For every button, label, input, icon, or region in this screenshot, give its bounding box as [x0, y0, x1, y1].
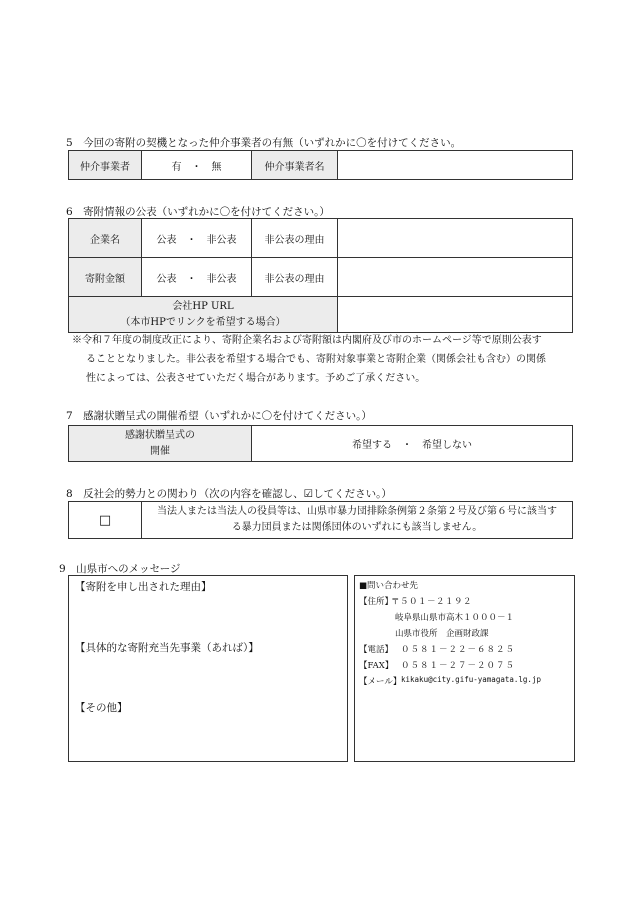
company-url-field[interactable]: [338, 297, 573, 333]
message-box[interactable]: [68, 575, 348, 762]
company-name-options[interactable]: 公表 ・ 非公表: [142, 219, 252, 258]
disclosure-row: [69, 219, 573, 258]
contact-box: [354, 575, 575, 762]
donation-amount-options[interactable]: 公表 ・ 非公表: [142, 258, 252, 297]
donation-amount-reason-label: 非公表の理由: [252, 258, 338, 297]
antisocial-statement-line1: 当法人または当法人の役員等は、山県市暴力団排除条例第２条第２号及び第６号に該当す: [157, 506, 557, 517]
mail-address[interactable]: kikaku@city.gifu-yamagata.lg.jp: [401, 675, 541, 684]
reason-heading: 【寄附を申し出された理由】: [75, 581, 212, 593]
intermediary-label: 仲介事業者: [69, 151, 142, 180]
antisocial-checkbox[interactable]: □: [69, 502, 142, 539]
disclosure-note-line3: 性によっては、公表させていただく場合があります。予めご了承ください。: [86, 373, 426, 384]
section6-title: 6 寄附情報の公表（いずれかに〇を付けてください。）: [66, 206, 330, 218]
disclosure-note-line2: ることとなりました。非公表を希望する場合でも、寄附対象事業と寄附企業（関係会社も含む）の関係: [86, 354, 546, 365]
fax-number: ０５８１－２７－２０７５: [401, 661, 516, 671]
intermediary-name-label: 仲介事業者名: [252, 151, 338, 180]
phone-number: ０５８１－２２－６８２５: [401, 645, 516, 655]
disclosure-row: [69, 258, 573, 297]
antisocial-statement: [142, 502, 573, 539]
company-url-label: [69, 297, 338, 333]
address-line1: 岐阜県山県市高木１０００－１: [395, 613, 515, 623]
disclosure-note: [72, 331, 546, 388]
postal-code: 〒５０１－２１９２: [391, 597, 473, 607]
antisocial-table: [68, 501, 573, 539]
mail-label: 【メール】: [359, 677, 402, 687]
contact-title: ■問い合わせ先: [359, 581, 419, 591]
section5-title: 5 今回の寄附の契機となった仲介事業者の有無（いずれかに〇を付けてください。: [66, 137, 462, 149]
address-label: 【住所】: [359, 597, 394, 607]
project-heading: 【具体的な寄附充当先事業（あれば）】: [75, 642, 259, 654]
other-heading: 【その他】: [75, 702, 128, 714]
fax-label: 【FAX】: [359, 661, 394, 671]
section8-title: 8 反社会的勢力との関わり（次の内容を確認し、☑してください。）: [66, 488, 392, 500]
ceremony-options[interactable]: 希望する ・ 希望しない: [252, 426, 573, 462]
ceremony-label: [69, 426, 252, 462]
antisocial-statement-line2: る暴力団員または関係団体のいずれにも該当しません。: [231, 522, 483, 533]
intermediary-table: [68, 150, 573, 180]
donation-amount-reason-field[interactable]: [338, 258, 573, 297]
company-url-label-line1: 会社HP URL: [172, 300, 234, 312]
disclosure-note-line1: ※令和７年度の制度改正により、寄附企業名および寄附額は内閣府及び市のホームページ等で原則公表す: [72, 335, 542, 346]
ceremony-label-line1: 感謝状贈呈式の: [125, 429, 195, 441]
company-url-label-line2: （本市HPでリンクを希望する場合）: [120, 316, 286, 328]
company-name-label: 企業名: [69, 219, 142, 258]
company-name-reason-field[interactable]: [338, 219, 573, 258]
disclosure-table: [68, 218, 573, 333]
intermediary-options[interactable]: 有 ・ 無: [142, 151, 252, 180]
ceremony-table: [68, 425, 573, 462]
phone-label: 【電話】: [359, 645, 394, 655]
address-line2: 山県市役所 企画財政課: [395, 629, 489, 639]
donation-amount-label: 寄附金額: [69, 258, 142, 297]
section9-title: 9 山県市へのメッセージ: [59, 563, 181, 575]
ceremony-label-line2: 開催: [150, 445, 170, 457]
section7-title: 7 感謝状贈呈式の開催希望（いずれかに〇を付けてください。）: [66, 410, 372, 422]
company-name-reason-label: 非公表の理由: [252, 219, 338, 258]
intermediary-name-field[interactable]: [338, 151, 573, 180]
